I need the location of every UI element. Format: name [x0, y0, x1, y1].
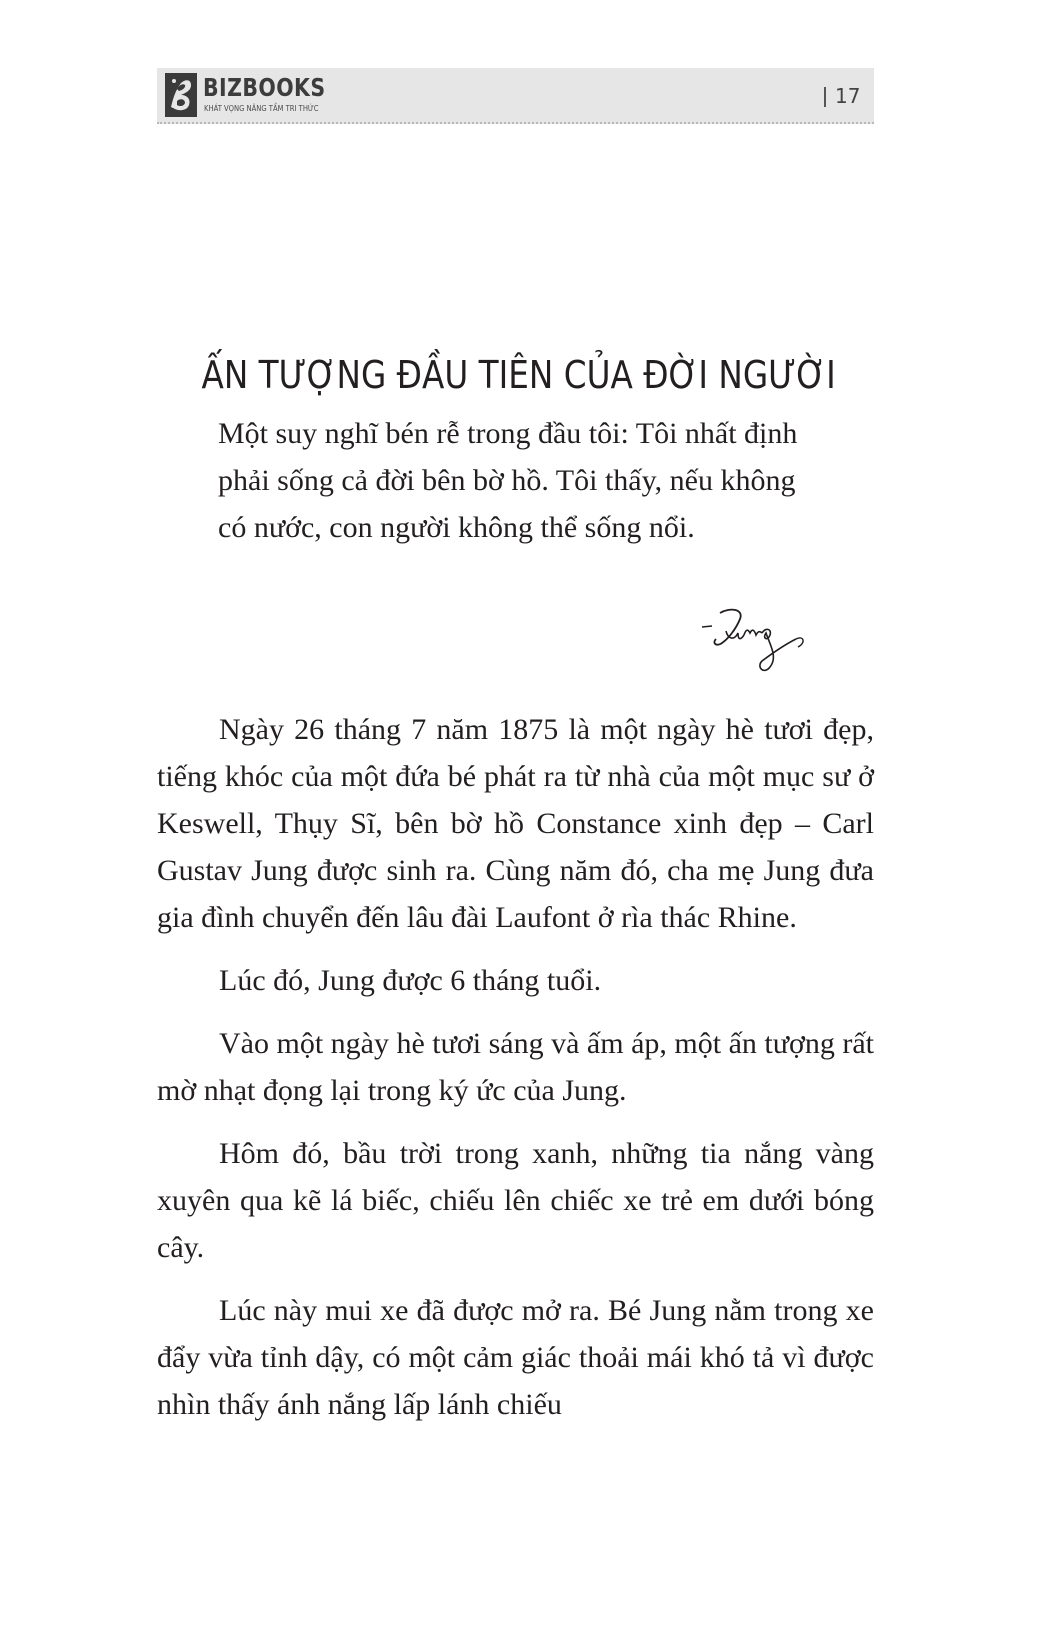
page-number-divider	[824, 87, 826, 107]
jung-signature	[700, 605, 820, 680]
brand-name: BIZBOOKS	[203, 73, 326, 102]
body-paragraph: Hôm đó, bầu trời trong xanh, những tia nắng vàng xuyên qua kẽ lá biếc, chiếu lên chiếc xe trẻ em dưới bóng cây.	[157, 1137, 874, 1264]
body-text	[157, 706, 874, 1444]
brand-tagline: KHÁT VỌNG NÂNG TẦM TRI THỨC	[204, 104, 319, 113]
chapter-title: ẤN TƯỢNG ĐẦU TIÊN CỦA ĐỜI NGƯỜI	[201, 353, 836, 398]
epigraph-quote: Một suy nghĩ bén rễ trong đầu tôi: Tôi nhất định phải sống cả đời bên bờ hồ. Tôi thấy, nếu không có nước, con người không thể sống nổi.	[218, 417, 798, 544]
page-number: 17	[835, 84, 861, 108]
body-paragraph: Lúc này mui xe đã được mở ra. Bé Jung nằm trong xe đẩy vừa tỉnh dậy, có một cảm giác thoải mái khó tả vì được nhìn thấy ánh nắng lấp lánh chiếu	[157, 1294, 874, 1421]
running-header	[157, 68, 874, 124]
body-paragraph: Lúc đó, Jung được 6 tháng tuổi.	[219, 964, 602, 997]
body-paragraph: Vào một ngày hè tươi sáng và ấm áp, một ấn tượng rất mờ nhạt đọng lại trong ký ức của Jung.	[157, 1027, 874, 1107]
bizbooks-logo-icon	[165, 73, 197, 117]
body-paragraph: Ngày 26 tháng 7 năm 1875 là một ngày hè tươi đẹp, tiếng khóc của một đứa bé phát ra từ nhà của một mục sư ở Keswell, Thụy Sĩ, bên bờ hồ Constance xinh đẹp – Carl Gustav Jung được sinh ra. Cùng năm đó, cha mẹ Jung đưa gia đình chuyển đến lâu đài Laufont ở rìa thác Rhine.	[157, 713, 874, 934]
